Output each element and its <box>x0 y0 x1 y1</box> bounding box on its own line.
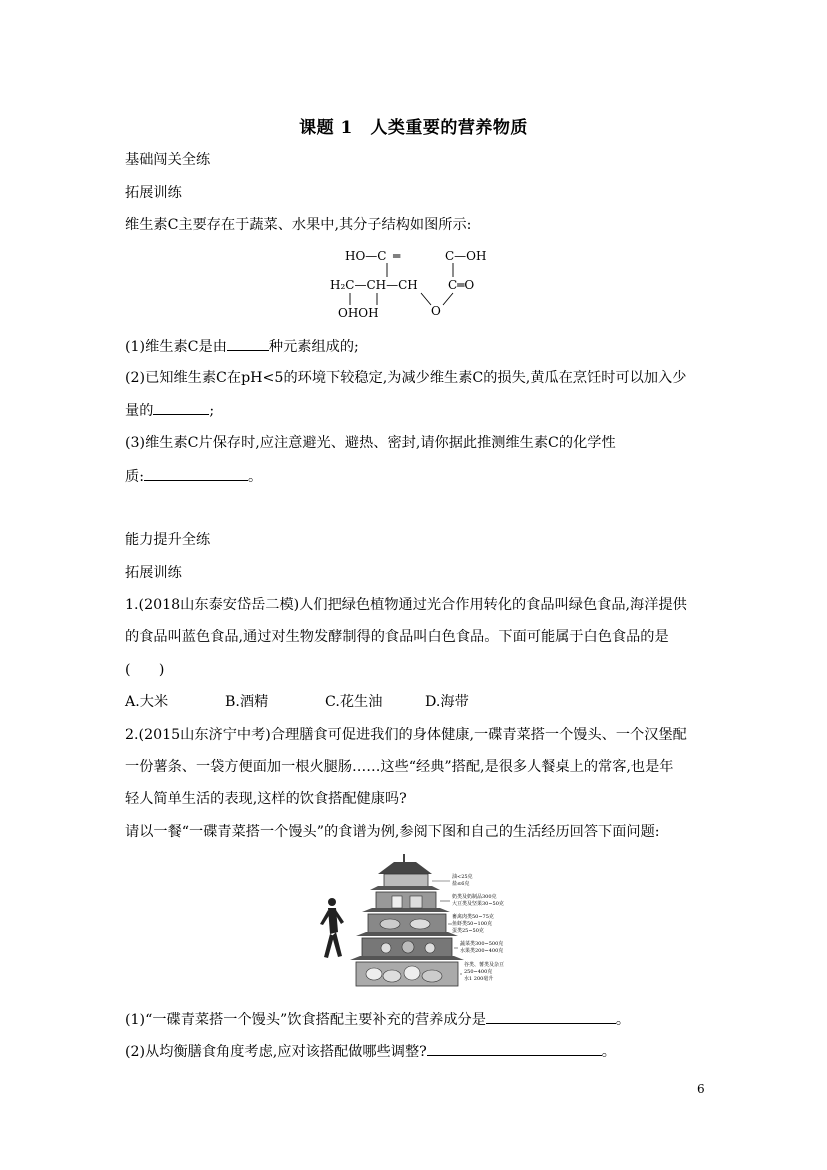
problem-1-line1: 1.(2018山东泰安岱岳二模)人们把绿色植物通过光合作用转化的食品叫绿色食品,海洋提供 <box>125 597 687 613</box>
tier-4-label-veg: 蔬菜类300~500克 <box>460 941 504 947</box>
sub-question-2-tail: 。 <box>601 1044 616 1060</box>
section-heading-advanced: 能力提升全练 <box>125 532 211 548</box>
answer-blank-5[interactable] <box>427 1041 602 1056</box>
sub-question-1-tail: 。 <box>615 1012 631 1028</box>
food-pyramid-illustration <box>312 852 512 992</box>
option-c[interactable]: C.花生油 <box>325 694 383 710</box>
page-title: 课题 1 人类重要的营养物质 <box>299 118 528 138</box>
tier-2-label-soy: 大豆类及坚果30~50克 <box>452 901 504 907</box>
problem-2-line3: 轻人简单生活的表现,这样的饮食搭配健康吗? <box>125 791 407 807</box>
problem-2-line2: 一份薯条、一袋方便面加一根火腿肠……这些“经典”搭配,是很多人餐桌上的常客,也是年 <box>125 759 674 775</box>
sub-question-1-text: (1)“一碟青菜搭一个馒头”饮食搭配主要补充的营养成分是 <box>125 1012 486 1028</box>
problem-2-line4: 请以一餐“一碟青菜搭一个馒头”的食谱为例,参阅下图和自己的生活经历回答下面问题: <box>125 824 660 840</box>
tier-3-label-egg: 蛋类25~50克 <box>452 928 484 934</box>
answer-blank-2[interactable] <box>153 400 209 415</box>
answer-blank-1[interactable] <box>227 336 269 351</box>
question-1-text: (1)维生素C是由 <box>125 339 227 355</box>
tier-5-label-water: 水1 200毫升 <box>464 976 494 982</box>
tier-1-label-salt: 盐≤6克 <box>452 881 470 887</box>
question-2-line1: (2)已知维生素C在pH<5的环境下较稳定,为减少维生素C的损失,黄瓜在烹饪时可以加入少 <box>125 370 687 386</box>
structure-mid-right: C═O <box>448 278 475 292</box>
tier-3-label-fish: 鱼虾类50~100克 <box>452 921 493 927</box>
option-d[interactable]: D.海带 <box>425 694 469 710</box>
question-3-tail: 。 <box>247 469 263 485</box>
pyramid-tier-2 <box>376 892 436 910</box>
question-1 <box>125 336 359 357</box>
intro-text: 维生素C主要存在于蔬菜、水果中,其分子结构如图所示: <box>125 217 472 233</box>
page-number: 6 <box>697 1082 705 1096</box>
problem-1-line3: ( ) <box>125 662 165 678</box>
tier-3-label-meat: 畜禽肉类50~75克 <box>452 914 494 920</box>
problem-2-line1: 2.(2015山东济宁中考)合理膳食可促进我们的身体健康,一碟青菜搭一个馒头、一个汉堡配 <box>125 727 687 743</box>
structure-top-right: C—OH <box>445 249 487 263</box>
sub-question-2 <box>125 1041 616 1062</box>
pyramid-roof <box>378 862 432 874</box>
question-1-tail: 种元素组成的; <box>268 339 359 355</box>
pyramid-tier-1 <box>384 874 428 888</box>
vitamin-c-structure-diagram <box>325 243 510 323</box>
section-subheading-basic: 拓展训练 <box>125 185 182 201</box>
question-2-line2 <box>125 400 214 421</box>
structure-ring-oxygen: O <box>431 304 441 318</box>
tier-5-label-grains-amount: 250~400克 <box>464 969 493 975</box>
question-3-line2 <box>125 466 262 487</box>
problem-1-options <box>125 692 525 712</box>
section-subheading-advanced: 拓展训练 <box>125 565 182 581</box>
tier-1-label-oil: 油<25克 <box>452 874 473 880</box>
question-2-tail: ; <box>209 403 215 419</box>
structure-hydroxyls: OHOH <box>338 306 379 320</box>
problem-1-line2: 的食品叫蓝色食品,通过对生物发酵制得的食品叫白色食品。下面可能属于白色食品的是 <box>125 629 669 645</box>
option-a[interactable]: A.大米 <box>125 694 169 710</box>
tier-5-label-grains: 谷类、薯类及杂豆 <box>464 962 505 968</box>
runner-figure <box>320 898 344 958</box>
answer-blank-4[interactable] <box>486 1009 616 1024</box>
answer-blank-3[interactable] <box>144 466 248 481</box>
sub-question-2-text: (2)从均衡膳食角度考虑,应对该搭配做哪些调整? <box>125 1044 427 1060</box>
option-b[interactable]: B.酒精 <box>225 694 269 710</box>
tier-2-label-dairy: 奶类及奶制品300克 <box>452 894 497 900</box>
structure-top-left: HO—C <box>345 249 387 263</box>
question-2-text: 量的 <box>125 403 154 419</box>
question-3-text: 质: <box>125 469 144 485</box>
structure-mid-left: H₂C—CH—CH <box>330 278 418 292</box>
tier-4-label-fruit: 水果类200~400克 <box>460 948 504 954</box>
section-heading-basic: 基础闯关全练 <box>125 152 211 168</box>
structure-double-bond: ═ <box>393 249 401 263</box>
question-3-line1: (3)维生素C片保存时,应注意避光、避热、密封,请你据此推测维生素C的化学性 <box>125 435 616 451</box>
sub-question-1 <box>125 1009 630 1030</box>
